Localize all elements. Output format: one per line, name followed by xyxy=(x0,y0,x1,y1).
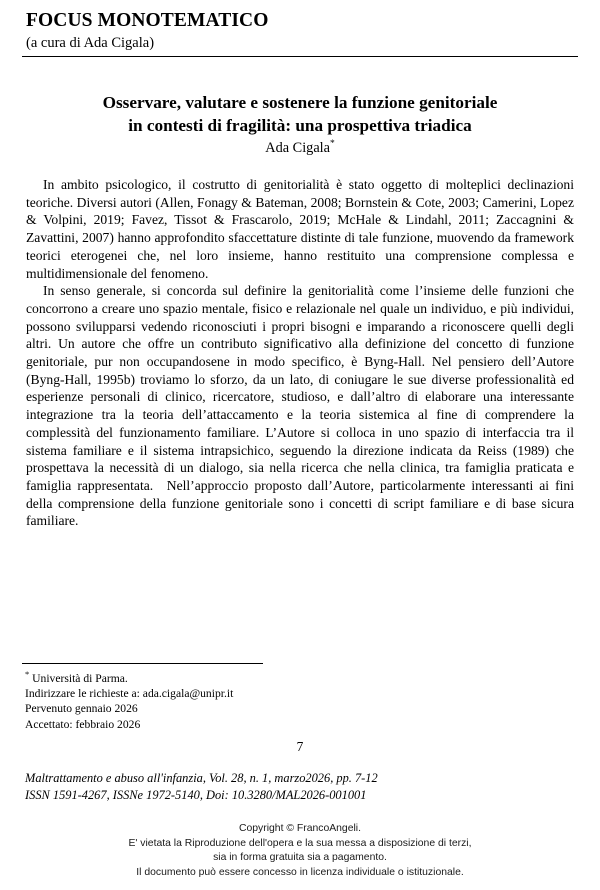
footnote-correspondence: Indirizzare le richieste a: ada.cigala@unipr.it xyxy=(25,687,234,701)
copyright-line-3: sia in forma gratuita sia a pagamento. xyxy=(213,852,387,864)
article-title-line-1: Osservare, valutare e sostenere la funzione genitoriale xyxy=(102,93,498,112)
article-title xyxy=(26,92,574,137)
footnote-affiliation: Università di Parma. xyxy=(32,672,128,685)
header-divider-rule xyxy=(22,56,578,57)
copyright-line-2: E' vietata la Riproduzione dell'opera e la sua messa a disposizione di terzi, xyxy=(128,837,472,849)
citation-line-2: ISSN 1591-4267, ISSNe 1972-5140, Doi: 10.3280/MAL2026-001001 xyxy=(25,787,367,802)
section-editor-line: (a cura di Ada Cigala) xyxy=(26,34,155,51)
footnote-marker: * xyxy=(25,669,30,680)
author-footnote-marker: * xyxy=(329,139,335,150)
footnote-accepted-date: Accettato: febbraio 2026 xyxy=(25,717,141,731)
journal-citation xyxy=(25,770,575,803)
copyright-line-4: Il documento può essere concesso in licenza individuale o istituzionale. xyxy=(136,866,464,878)
body-paragraph-2: In senso generale, si concorda sul definire la genitorialità come l’insieme delle funzioni che concorrono a creare uno spazio mentale, fisico e relazionale nel quale un individuo, e più individui, possono svilupparsi vedendo riconosciuti i propri bisogni e imparando a riconoscere quelli degli altri. Un autore che offre un contributo significativo alla definizione del concetto di funzione genitoriale, pur non occupandosene in modo specifico, è Byng-Hall. Nel pensiero dell’Autore (Byng-Hall, 1995b) troviamo lo sforzo, da un lato, di coniugare le sue diverse professionalità ed esperienze personali di clinico, ricercatore, studioso, e dall’altro di elaborare una interessante integrazione tra la teoria dell’attaccamento e la teoria sistemica al fine di comprendere la complessità del funzionamento familiare. L’Autore si colloca in uno spazio di interfaccia tra il sistema familiare e il sistema intrapsichico, seguendo la direzione indicata da Reiss (1989) che prospettava la necessità di un dialogo, sia nella ricerca che nella clinica, tra famiglia praticata e famiglia rappresentata. Nell’approccio proposto dall’Autore, particolarmente interessanti ai fini della comprensione della funzione genitoriale sono i concetti di script familiare e di base sicura familiare. xyxy=(26,283,574,529)
footnote-affiliation-line xyxy=(25,671,445,686)
footnote-received-date: Pervenuto gennaio 2026 xyxy=(25,702,138,716)
copyright-footer xyxy=(0,822,600,880)
footnote-separator-rule xyxy=(22,663,263,664)
body-paragraph-1: In ambito psicologico, il costrutto di genitorialità è stato oggetto di molteplici declinazioni teoriche. Diversi autori (Allen, Fonagy & Bateman, 2008; Bornstein & Cote, 2003; Camerini, Lopez & Volpini, 2019; Favez, Tissot & Frascarolo, 2019; McHale & Lindahl, 2011; Zaccagnini & Zavattini, 2007) hanno approfondito sfaccettature distinte di tale funzione, muovendo da framework teorici eterogenei che, nel loro insieme, hanno restituito una comprensione complessa e multidimensionale del fenomeno. xyxy=(26,177,574,281)
article-title-block xyxy=(26,92,574,158)
article-author xyxy=(26,140,574,158)
article-title-line-2: in contesti di fragilità: una prospettiva triadica xyxy=(128,115,472,135)
page-number: 7 xyxy=(296,739,304,754)
section-title: FOCUS MONOTEMATICO xyxy=(26,10,269,31)
citation-line-1: Maltrattamento e abuso all'infanzia, Vol. 28, n. 1, marzo2026, pp. 7-12 xyxy=(25,771,378,785)
article-body xyxy=(26,176,574,530)
author-name: Ada Cigala xyxy=(265,140,330,157)
copyright-line-1: Copyright © FrancoAngeli. xyxy=(238,823,361,834)
running-header xyxy=(26,10,578,52)
footnote-block xyxy=(25,671,445,732)
